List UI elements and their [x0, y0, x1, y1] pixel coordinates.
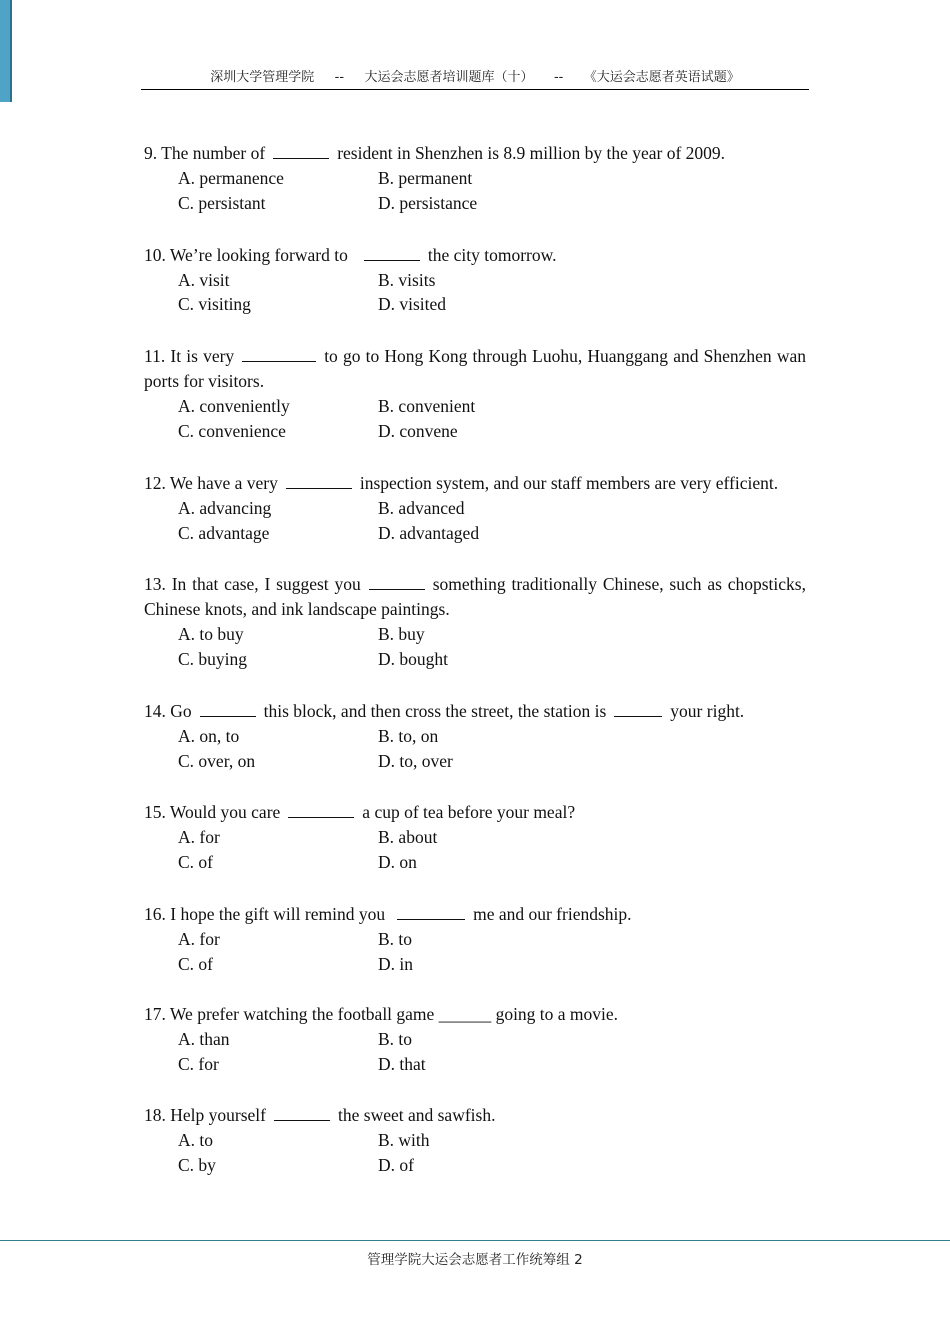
question-stem: 18. Help yourself the sweet and sawfish.: [144, 1101, 806, 1128]
question-stem: 11. It is very to go to Hong Kong through Luohu, Huanggang and Shenzhen wan ports for visitors.: [144, 342, 806, 394]
page-edge-tab: [0, 0, 12, 102]
answer-blank: [273, 139, 329, 159]
options: [144, 825, 806, 875]
question-13: [144, 570, 806, 672]
answer-blank: [288, 798, 354, 818]
answer-blank: [242, 342, 316, 362]
answer-blank: [369, 570, 425, 590]
answer-blank: [200, 697, 256, 717]
option-a: A. conveniently: [178, 396, 290, 417]
option-b: B. advanced: [378, 497, 465, 518]
question-stem: 14. Go this block, and then cross the street, the station is your right.: [144, 697, 806, 724]
question-14: [144, 697, 806, 774]
option-d: D. in: [378, 953, 413, 974]
answer-blank: [274, 1101, 330, 1121]
option-d: D. to, over: [378, 750, 453, 771]
option-c: C. advantage: [178, 522, 270, 543]
option-b: B. with: [378, 1130, 430, 1151]
question-list: [144, 139, 806, 1203]
option-d: D. visited: [378, 294, 447, 315]
option-d: D. persistance: [378, 192, 478, 213]
option-a: A. on, to: [178, 725, 240, 746]
question-stem: 13. In that case, I suggest you something traditionally Chinese, such as chopsticks, Chinese knots, and ink landscape paintings.: [144, 570, 806, 622]
answer-blank: [364, 241, 420, 261]
page-footer: 管理学院大运会志愿者工作统筹组 2: [367, 1252, 583, 1268]
answer-blank: [286, 469, 352, 489]
question-stem: 9. The number of resident in Shenzhen is 8.9 million by the year of 2009.: [144, 139, 806, 166]
option-b: B. to, on: [378, 725, 439, 746]
option-a: A. for: [178, 827, 220, 848]
header-school: 深圳大学管理学院: [210, 70, 315, 85]
option-a: A. to buy: [178, 624, 244, 645]
header-bank-title: 大运会志愿者培训题库（十）: [364, 70, 534, 85]
option-c: C. buying: [178, 649, 248, 670]
option-b: B. convenient: [378, 396, 476, 417]
question-10: [144, 241, 806, 318]
option-b: B. to: [378, 928, 413, 949]
option-c: C. persistant: [178, 192, 266, 213]
question-stem: 16. I hope the gift will remind you me and our friendship.: [144, 900, 806, 927]
question-stem: 10. We’re looking forward to the city tomorrow.: [144, 241, 806, 268]
option-d: D. that: [378, 1053, 426, 1074]
options: [144, 1027, 806, 1077]
option-a: A. to: [178, 1130, 213, 1151]
options: [144, 927, 806, 977]
question-17: [144, 1002, 806, 1077]
page-header: [141, 68, 809, 90]
header-test-title: 《大运会志愿者英语试题》: [583, 70, 740, 85]
header-separator: --: [334, 70, 345, 85]
question-11: [144, 342, 806, 444]
answer-blank: [397, 900, 465, 920]
option-b: B. about: [378, 827, 438, 848]
option-d: D. convene: [378, 420, 458, 441]
option-a: A. advancing: [178, 497, 272, 518]
question-15: [144, 798, 806, 875]
header-separator: --: [553, 70, 564, 85]
option-a: A. for: [178, 928, 220, 949]
question-stem: 17. We prefer watching the football game ______ going to a movie.: [144, 1003, 619, 1024]
option-c: C. by: [178, 1155, 216, 1176]
option-b: B. buy: [378, 624, 425, 645]
option-d: D. on: [378, 852, 417, 873]
option-b: B. visits: [378, 269, 436, 290]
options: [144, 622, 806, 672]
option-c: C. of: [178, 953, 213, 974]
question-12: [144, 469, 806, 546]
option-b: B. permanent: [378, 167, 473, 188]
options: [144, 166, 806, 216]
footer-divider: [0, 1240, 950, 1241]
options: [144, 1128, 806, 1178]
option-d: D. bought: [378, 649, 448, 670]
options: [144, 268, 806, 318]
options: [144, 724, 806, 774]
option-c: C. of: [178, 852, 213, 873]
question-stem: 15. Would you care a cup of tea before your meal?: [144, 798, 806, 825]
question-stem: 12. We have a very inspection system, and our staff members are very efficient.: [144, 469, 806, 496]
question-18: [144, 1101, 806, 1178]
option-a: A. than: [178, 1028, 230, 1049]
question-16: [144, 900, 806, 977]
options: [144, 496, 806, 546]
option-c: C. for: [178, 1053, 219, 1074]
option-a: A. visit: [178, 269, 230, 290]
option-d: D. of: [378, 1155, 414, 1176]
answer-blank: [614, 697, 662, 717]
option-c: C. visiting: [178, 294, 251, 315]
option-d: D. advantaged: [378, 522, 480, 543]
option-c: C. convenience: [178, 420, 286, 441]
option-a: A. permanence: [178, 167, 284, 188]
option-b: B. to: [378, 1028, 413, 1049]
question-9: [144, 139, 806, 216]
option-c: C. over, on: [178, 750, 256, 771]
options: [144, 394, 806, 444]
